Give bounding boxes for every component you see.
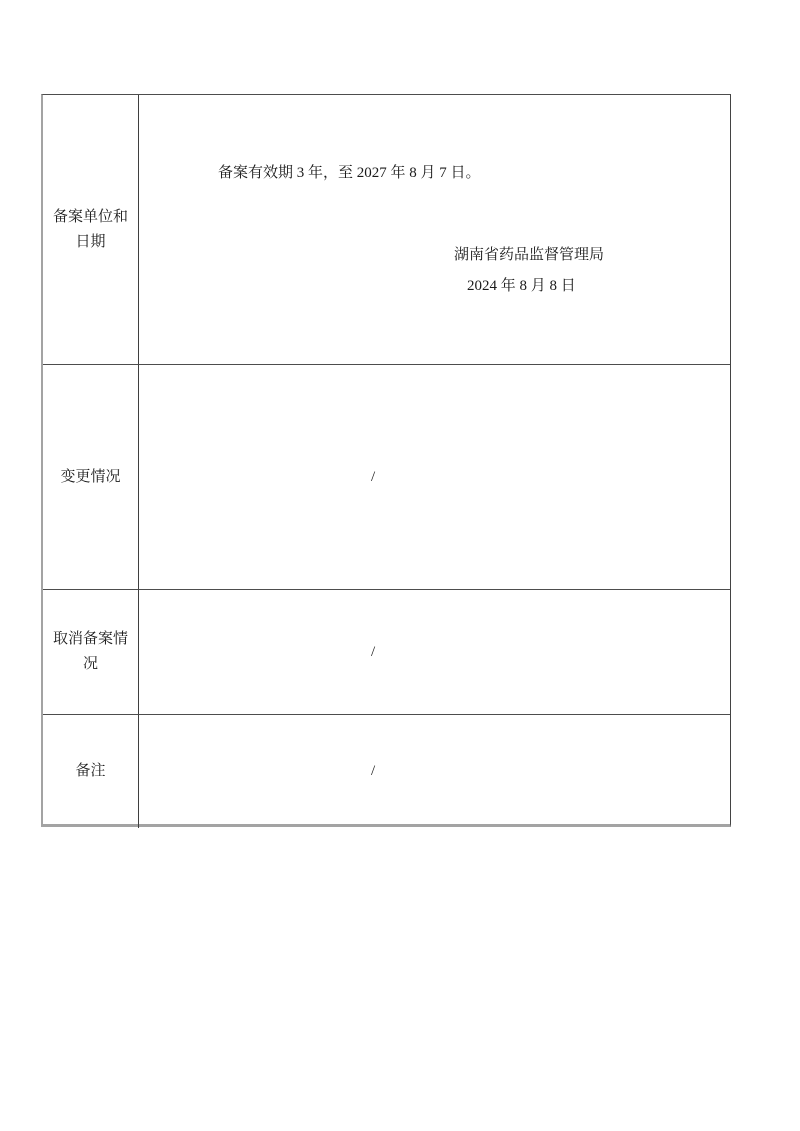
filing-record-table bbox=[41, 94, 731, 827]
cancellation-status-cell bbox=[139, 590, 730, 715]
filing-authority-text: 湖南省药品监督管理局 bbox=[454, 247, 605, 263]
row-label-change-status: 变更情况 bbox=[43, 365, 139, 590]
remarks-cell bbox=[139, 715, 730, 828]
row-label-filing-unit-and-date: 备案单位和日期 bbox=[43, 95, 139, 365]
filing-date-text: 2024 年 8 月 8 日 bbox=[467, 278, 576, 294]
filing-content-block bbox=[139, 95, 730, 364]
remarks-value: / bbox=[371, 763, 376, 779]
filing-validity-text: 备案有效期 3 年，至 2027 年 8 月 7 日。 bbox=[218, 165, 481, 181]
change-status-value: / bbox=[371, 468, 376, 485]
filing-unit-and-date-cell bbox=[139, 95, 730, 365]
row-label-remarks: 备注 bbox=[43, 715, 139, 828]
row-label-cancellation-status: 取消备案情况 bbox=[43, 590, 139, 715]
change-status-cell bbox=[139, 365, 730, 590]
cancellation-status-value: / bbox=[371, 643, 376, 660]
